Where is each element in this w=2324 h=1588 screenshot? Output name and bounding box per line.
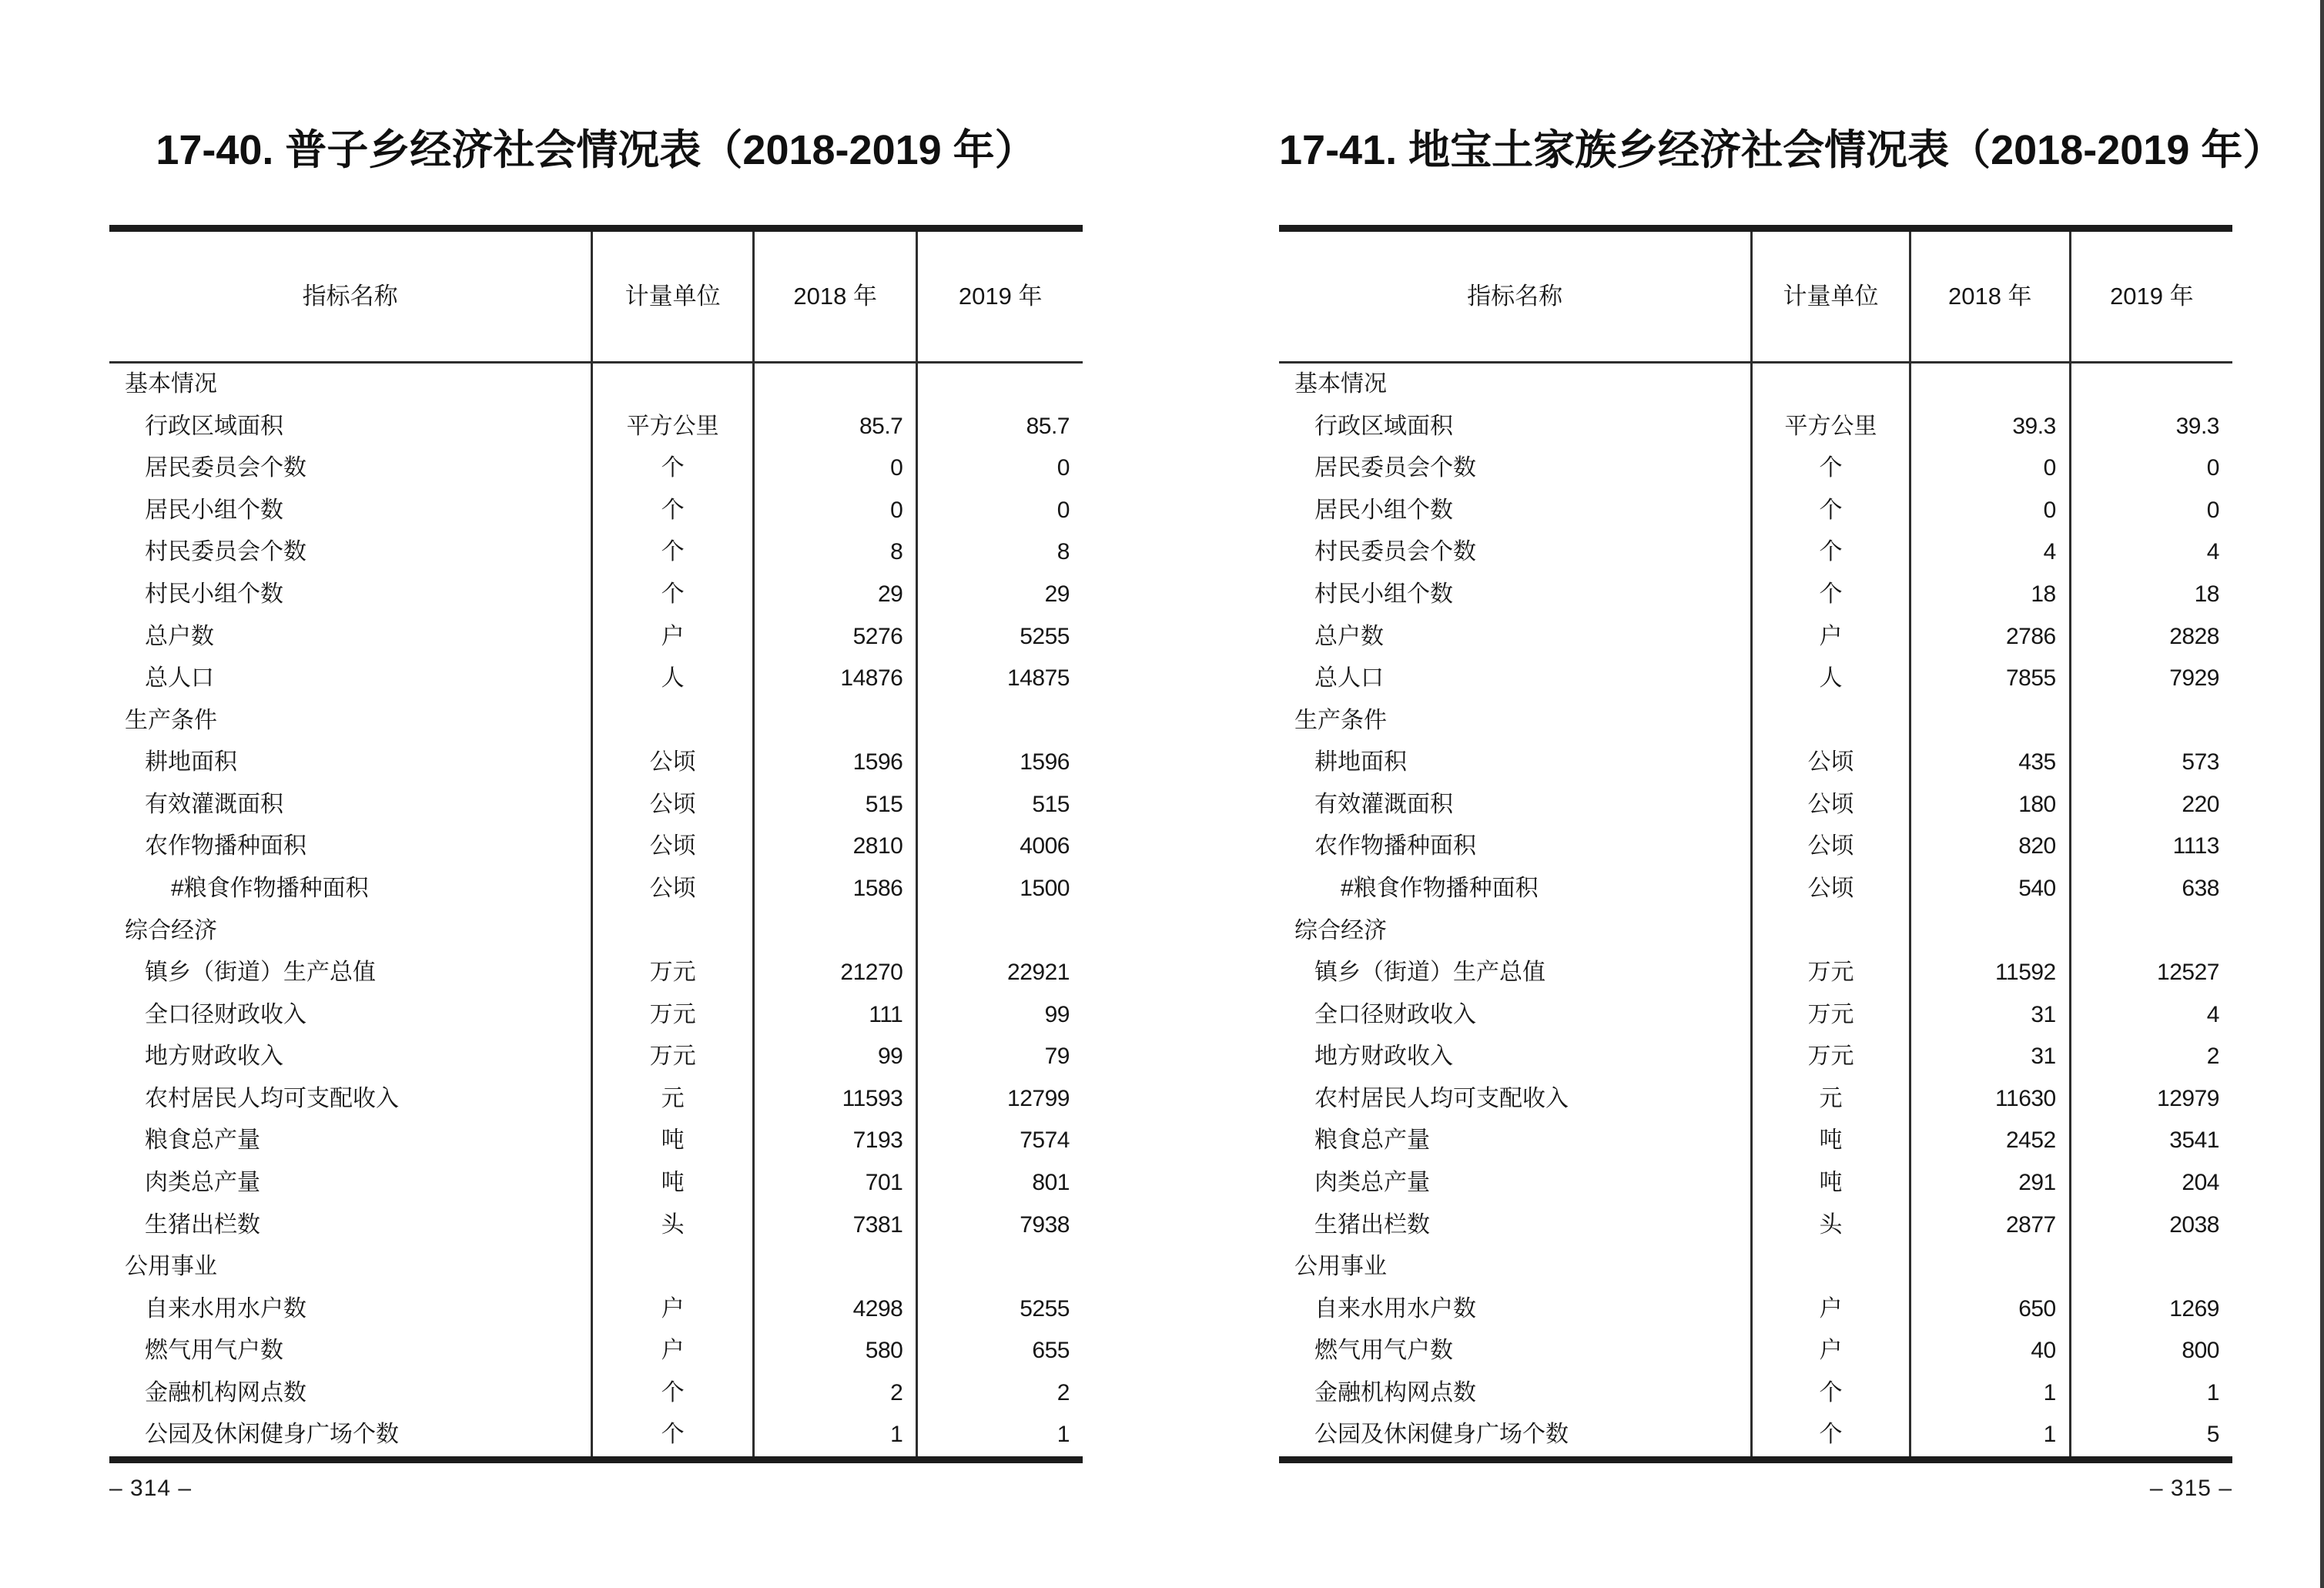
row-value-2019: 4 [2206, 1001, 2219, 1027]
table [1279, 225, 2232, 1463]
table-row [1279, 658, 2232, 700]
row-value-2018: 85.7 [755, 406, 918, 448]
table-row [1279, 1078, 2232, 1121]
table-row [109, 952, 1083, 994]
table-row [1279, 1414, 2232, 1456]
row-label: 农村居民人均可支配收入 [1279, 1078, 1753, 1121]
table-row [1279, 1120, 2232, 1162]
row-value-2018: 650 [1911, 1288, 2071, 1331]
row-label: 农村居民人均可支配收入 [109, 1078, 593, 1121]
row-value-2019: 801 [1032, 1170, 1070, 1196]
row-unit: 户 [593, 1288, 755, 1331]
table-row [1279, 447, 2232, 490]
row-value-2018: 29 [755, 574, 918, 616]
row-value-2018 [755, 1246, 918, 1288]
row-value-2019: 0 [2206, 497, 2219, 523]
row-label: 综合经济 [1279, 910, 1753, 953]
page-number-left: – 314 – [109, 1476, 193, 1501]
row-value-2019: 5255 [1020, 623, 1070, 649]
row-value-2018: 2877 [1911, 1204, 2071, 1247]
row-value-2018: 5276 [755, 615, 918, 658]
row-value-2018: 4298 [755, 1288, 918, 1331]
table-title-left: 17-40. 普子乡经济社会情况表（2018-2019 年） [156, 127, 1036, 173]
row-value-2019: 220 [2182, 791, 2219, 817]
row-value-2018: 0 [1911, 447, 2071, 490]
col-header-indicator: 指标名称 [109, 232, 593, 361]
table-row [109, 1288, 1083, 1331]
row-label: 综合经济 [109, 910, 593, 953]
row-value-2019 [2071, 700, 2232, 742]
row-value-2018 [755, 363, 918, 406]
row-value-2019: 12799 [1007, 1085, 1070, 1111]
row-value-2018: 1596 [755, 742, 918, 784]
row-label: 村民小组个数 [1279, 574, 1753, 616]
row-value-2019: 8 [1057, 539, 1070, 565]
row-value-2018: 0 [1911, 490, 2071, 532]
row-label: 总人口 [109, 658, 593, 700]
row-unit: 公顷 [1753, 868, 1911, 910]
row-label: 行政区域面积 [109, 406, 593, 448]
row-value-2019: 85.7 [1026, 413, 1070, 439]
row-value-2019: 4 [2206, 539, 2219, 565]
table-row [109, 910, 1083, 953]
row-value-2019: 7574 [1020, 1127, 1070, 1154]
row-label: 有效灌溉面积 [1279, 784, 1753, 826]
table-row [109, 700, 1083, 742]
row-value-2019: 1 [1057, 1422, 1070, 1448]
row-unit: 吨 [593, 1162, 755, 1204]
row-value-2018: 7855 [1911, 658, 2071, 700]
row-unit: 个 [1753, 1372, 1911, 1415]
row-value-2019: 5 [2206, 1422, 2219, 1448]
table [109, 225, 1083, 1463]
row-unit: 人 [1753, 658, 1911, 700]
row-value-2019: 0 [2206, 455, 2219, 481]
row-unit: 万元 [1753, 1036, 1911, 1078]
row-label: 行政区域面积 [1279, 406, 1753, 448]
table-row [109, 406, 1083, 448]
row-label: 总人口 [1279, 658, 1753, 700]
row-unit [593, 700, 755, 742]
row-value-2018: 8 [755, 531, 918, 574]
row-value-2019: 7929 [2169, 665, 2219, 692]
stat-table-right [1279, 225, 2232, 1463]
row-unit: 个 [593, 1372, 755, 1415]
row-label: 总户数 [1279, 615, 1753, 658]
row-value-2018: 180 [1911, 784, 2071, 826]
row-value-2019: 18 [2194, 581, 2219, 607]
table-row [1279, 1036, 2232, 1078]
row-value-2018: 39.3 [1911, 406, 2071, 448]
row-unit: 公顷 [1753, 826, 1911, 868]
row-unit: 人 [593, 658, 755, 700]
row-label: 居民小组个数 [109, 490, 593, 532]
row-value-2019: 638 [2182, 875, 2219, 901]
row-label: 耕地面积 [109, 742, 593, 784]
row-value-2019: 7938 [1020, 1211, 1070, 1238]
row-unit: 吨 [1753, 1120, 1911, 1162]
row-value-2018: 515 [755, 784, 918, 826]
row-unit [593, 910, 755, 953]
table-row [109, 1414, 1083, 1456]
table-row [109, 1120, 1083, 1162]
row-unit [1753, 1246, 1911, 1288]
row-label: 粮食总产量 [109, 1120, 593, 1162]
row-value-2019: 5255 [1020, 1295, 1070, 1322]
row-unit [593, 1246, 755, 1288]
row-value-2019: 1 [2206, 1379, 2219, 1405]
col-header-2018: 2018 年 [755, 232, 918, 361]
row-label: 公用事业 [1279, 1246, 1753, 1288]
row-label: 生产条件 [109, 700, 593, 742]
table-row [109, 490, 1083, 532]
row-unit: 公顷 [1753, 784, 1911, 826]
row-unit: 个 [1753, 1414, 1911, 1456]
row-label: 居民委员会个数 [1279, 447, 1753, 490]
row-label: 居民小组个数 [1279, 490, 1753, 532]
row-value-2019: 2 [1057, 1379, 1070, 1405]
row-label: 公园及休闲健身广场个数 [1279, 1414, 1753, 1456]
row-value-2018: 1586 [755, 868, 918, 910]
row-label: 农作物播种面积 [1279, 826, 1753, 868]
table-row [1279, 1330, 2232, 1372]
table-row [1279, 1288, 2232, 1331]
table-row [109, 574, 1083, 616]
col-header-2019: 2019 年 [2110, 283, 2194, 310]
row-value-2019 [918, 363, 1083, 406]
row-value-2019: 0 [1057, 455, 1070, 481]
row-value-2018: 701 [755, 1162, 918, 1204]
row-value-2018: 31 [1911, 1036, 2071, 1078]
table-row [109, 363, 1083, 406]
table-title-right: 17-41. 地宝土家族乡经济社会情况表（2018-2019 年） [1279, 127, 2285, 173]
row-label: 有效灌溉面积 [109, 784, 593, 826]
row-label: 基本情况 [109, 363, 593, 406]
row-label: 居民委员会个数 [109, 447, 593, 490]
row-value-2018: 1 [1911, 1414, 2071, 1456]
table-row [109, 1204, 1083, 1247]
row-label: 村民委员会个数 [1279, 531, 1753, 574]
table-row [109, 1246, 1083, 1288]
row-label: 村民委员会个数 [109, 531, 593, 574]
row-value-2019: 14875 [1007, 665, 1070, 692]
row-label: 肉类总产量 [109, 1162, 593, 1204]
row-label: 镇乡（街道）生产总值 [109, 952, 593, 994]
row-value-2018: 2810 [755, 826, 918, 868]
table-row [1279, 1162, 2232, 1204]
row-label: 全口径财政收入 [109, 994, 593, 1037]
row-label: 自来水用水户数 [1279, 1288, 1753, 1331]
row-value-2019 [918, 700, 1083, 742]
row-value-2019: 1113 [2172, 833, 2219, 859]
row-value-2019 [2071, 1246, 2232, 1288]
row-label: 生猪出栏数 [1279, 1204, 1753, 1247]
row-unit: 公顷 [593, 742, 755, 784]
row-label: 肉类总产量 [1279, 1162, 1753, 1204]
table-row [1279, 910, 2232, 953]
row-label: 燃气用气户数 [109, 1330, 593, 1372]
row-label: 公用事业 [109, 1246, 593, 1288]
row-value-2019: 2828 [2169, 623, 2219, 649]
row-unit: 平方公里 [593, 406, 755, 448]
row-value-2019: 573 [2182, 749, 2219, 776]
row-unit: 吨 [593, 1120, 755, 1162]
row-value-2019 [918, 1246, 1083, 1288]
row-label: 燃气用气户数 [1279, 1330, 1753, 1372]
table-row [109, 868, 1083, 910]
row-value-2018: 1 [1911, 1372, 2071, 1415]
table-row [109, 1372, 1083, 1415]
row-label: 村民小组个数 [109, 574, 593, 616]
row-unit: 元 [593, 1078, 755, 1121]
row-value-2019 [2071, 363, 2232, 406]
col-header-indicator: 指标名称 [1279, 232, 1753, 361]
row-label: 金融机构网点数 [1279, 1372, 1753, 1415]
row-value-2019: 12979 [2157, 1085, 2219, 1111]
table-row [109, 531, 1083, 574]
row-unit: 个 [1753, 447, 1911, 490]
row-unit: 万元 [1753, 952, 1911, 994]
table-row [109, 1036, 1083, 1078]
row-value-2019: 0 [1057, 497, 1070, 523]
row-unit [1753, 363, 1911, 406]
row-unit: 公顷 [593, 784, 755, 826]
row-value-2019: 99 [1044, 1001, 1070, 1027]
row-value-2019: 39.3 [2175, 413, 2219, 439]
row-label: 地方财政收入 [1279, 1036, 1753, 1078]
row-value-2019: 12527 [2157, 960, 2219, 986]
row-unit: 户 [1753, 1330, 1911, 1372]
row-value-2018 [755, 700, 918, 742]
row-unit: 公顷 [593, 868, 755, 910]
row-unit: 万元 [593, 994, 755, 1037]
row-label: 全口径财政收入 [1279, 994, 1753, 1037]
row-value-2018: 11592 [1911, 952, 2071, 994]
table-row [1279, 784, 2232, 826]
row-value-2019: 22921 [1007, 960, 1070, 986]
table-row [1279, 574, 2232, 616]
row-value-2018: 11630 [1911, 1078, 2071, 1121]
row-value-2018: 580 [755, 1330, 918, 1372]
row-value-2019: 1269 [2169, 1295, 2219, 1322]
table-row [1279, 615, 2232, 658]
row-value-2018 [755, 910, 918, 953]
row-unit: 头 [593, 1204, 755, 1247]
row-unit: 个 [1753, 574, 1911, 616]
row-value-2018: 2452 [1911, 1120, 2071, 1162]
row-value-2018: 0 [755, 447, 918, 490]
table-row [1279, 952, 2232, 994]
table-body [1279, 363, 2232, 1456]
row-value-2019: 1596 [1020, 749, 1070, 776]
page-number-right: – 315 – [2149, 1476, 2232, 1501]
row-unit: 个 [1753, 490, 1911, 532]
row-unit [593, 363, 755, 406]
row-value-2019: 800 [2182, 1338, 2219, 1364]
row-value-2018: 2786 [1911, 615, 2071, 658]
row-value-2018: 2 [755, 1372, 918, 1415]
row-value-2018 [1911, 700, 2071, 742]
row-unit: 公顷 [1753, 742, 1911, 784]
row-value-2019: 204 [2182, 1170, 2219, 1196]
row-value-2019: 3541 [2169, 1127, 2219, 1154]
row-value-2018: 435 [1911, 742, 2071, 784]
row-value-2019: 2038 [2169, 1211, 2219, 1238]
row-unit: 个 [593, 490, 755, 532]
row-label: 生产条件 [1279, 700, 1753, 742]
row-value-2018: 820 [1911, 826, 2071, 868]
table-row [1279, 531, 2232, 574]
row-value-2018: 21270 [755, 952, 918, 994]
row-unit: 个 [593, 574, 755, 616]
row-value-2019 [2071, 910, 2232, 953]
row-value-2018: 7193 [755, 1120, 918, 1162]
row-unit: 万元 [1753, 994, 1911, 1037]
row-value-2018: 0 [755, 490, 918, 532]
row-value-2018: 7381 [755, 1204, 918, 1247]
row-unit: 万元 [593, 1036, 755, 1078]
scan-edge-line [2320, 0, 2324, 1588]
row-unit: 万元 [593, 952, 755, 994]
stat-table-left [109, 225, 1083, 1463]
table-row [109, 742, 1083, 784]
row-label: 镇乡（街道）生产总值 [1279, 952, 1753, 994]
row-value-2018: 40 [1911, 1330, 2071, 1372]
row-value-2019: 2 [2206, 1044, 2219, 1070]
col-header-2018: 2018 年 [1911, 232, 2071, 361]
row-label: #粮食作物播种面积 [1279, 868, 1753, 910]
row-unit: 个 [1753, 531, 1911, 574]
table-row [1279, 1204, 2232, 1247]
row-value-2019: 4006 [1020, 833, 1070, 859]
row-value-2019: 79 [1044, 1044, 1070, 1070]
row-unit: 平方公里 [1753, 406, 1911, 448]
table-row [109, 1078, 1083, 1121]
table-header [109, 232, 1083, 363]
row-label: 金融机构网点数 [109, 1372, 593, 1415]
row-unit: 吨 [1753, 1162, 1911, 1204]
row-unit: 头 [1753, 1204, 1911, 1247]
row-label: 公园及休闲健身广场个数 [109, 1414, 593, 1456]
table-row [109, 826, 1083, 868]
table-row [109, 1162, 1083, 1204]
row-unit: 户 [593, 1330, 755, 1372]
row-value-2018: 99 [755, 1036, 918, 1078]
table-row [1279, 826, 2232, 868]
row-value-2018: 111 [755, 994, 918, 1037]
row-value-2018: 1 [755, 1414, 918, 1456]
table-row [109, 784, 1083, 826]
row-value-2018 [1911, 363, 2071, 406]
row-label: 生猪出栏数 [109, 1204, 593, 1247]
row-value-2018: 11593 [755, 1078, 918, 1121]
row-unit [1753, 910, 1911, 953]
table-row [1279, 868, 2232, 910]
table-row [109, 615, 1083, 658]
row-value-2018 [1911, 910, 2071, 953]
page-315 [1162, 0, 2324, 1588]
table-row [1279, 1246, 2232, 1288]
row-label: 基本情况 [1279, 363, 1753, 406]
row-label: 总户数 [109, 615, 593, 658]
row-label: 地方财政收入 [109, 1036, 593, 1078]
row-label: 自来水用水户数 [109, 1288, 593, 1331]
table-row [1279, 742, 2232, 784]
row-unit [1753, 700, 1911, 742]
row-label: 耕地面积 [1279, 742, 1753, 784]
row-value-2019: 29 [1044, 581, 1070, 607]
row-unit: 个 [593, 531, 755, 574]
row-value-2018: 14876 [755, 658, 918, 700]
row-unit: 个 [593, 1414, 755, 1456]
row-label: #粮食作物播种面积 [109, 868, 593, 910]
table-row [1279, 700, 2232, 742]
table-row [1279, 1372, 2232, 1415]
table-row [1279, 490, 2232, 532]
table-row [109, 994, 1083, 1037]
row-unit: 户 [593, 615, 755, 658]
row-value-2019: 655 [1032, 1338, 1070, 1364]
col-header-unit: 计量单位 [593, 232, 755, 361]
row-value-2018: 31 [1911, 994, 2071, 1037]
row-unit: 户 [1753, 1288, 1911, 1331]
row-value-2018 [1911, 1246, 2071, 1288]
col-header-2019: 2019 年 [958, 283, 1043, 310]
row-label: 农作物播种面积 [109, 826, 593, 868]
table-body [109, 363, 1083, 1456]
table-row [1279, 994, 2232, 1037]
table-header [1279, 232, 2232, 363]
row-value-2019: 1500 [1020, 875, 1070, 901]
row-unit: 元 [1753, 1078, 1911, 1121]
col-header-unit: 计量单位 [1753, 232, 1911, 361]
table-row [109, 1330, 1083, 1372]
row-value-2018: 18 [1911, 574, 2071, 616]
table-row [1279, 363, 2232, 406]
row-label: 粮食总产量 [1279, 1120, 1753, 1162]
row-value-2018: 4 [1911, 531, 2071, 574]
row-unit: 个 [593, 447, 755, 490]
table-row [109, 658, 1083, 700]
row-value-2019 [918, 910, 1083, 953]
table-row [109, 447, 1083, 490]
row-value-2018: 540 [1911, 868, 2071, 910]
row-value-2019: 515 [1032, 791, 1070, 817]
row-unit: 户 [1753, 615, 1911, 658]
row-unit: 公顷 [593, 826, 755, 868]
table-row [1279, 406, 2232, 448]
row-value-2018: 291 [1911, 1162, 2071, 1204]
